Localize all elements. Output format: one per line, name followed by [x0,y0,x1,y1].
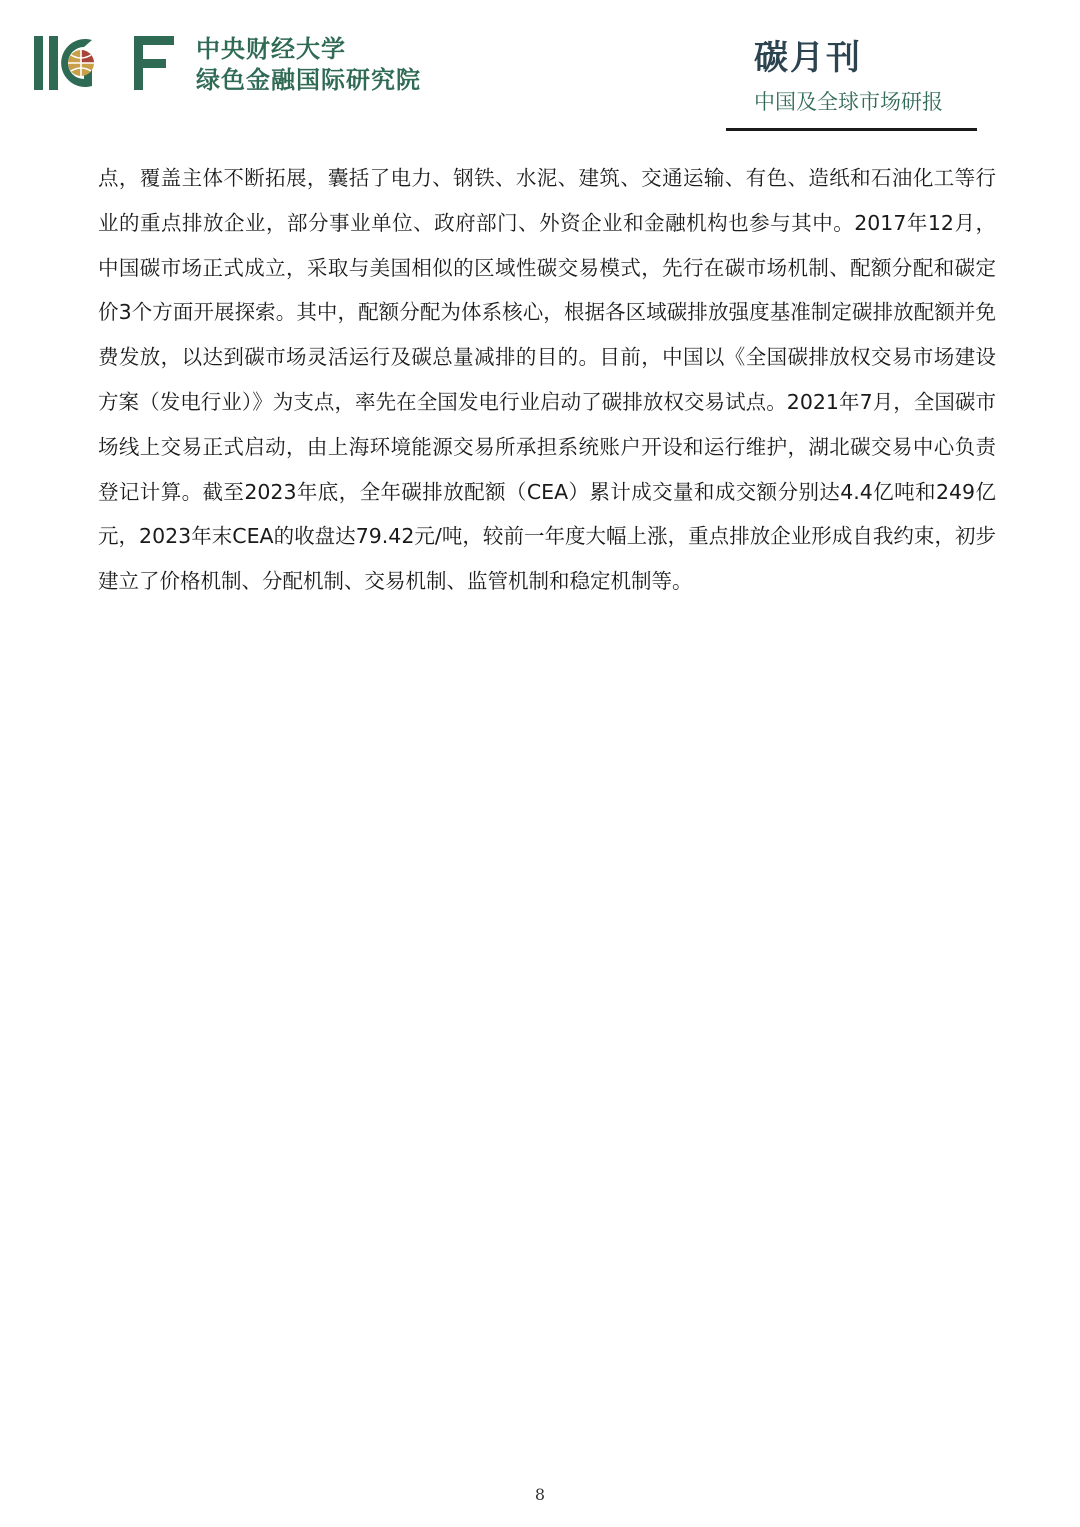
body-paragraph: 点，覆盖主体不断拓展，囊括了电力、钢铁、水泥、建筑、交通运输、有色、造纸和石油化工等行业的重点排放企业，部分事业单位、政府部门、外资企业和金融机构也参与其中。2017年12月，中国碳市场正式成立，采取与美国相似的区域性碳交易模式，先行在碳市场机制、配额分配和碳定价3个方面开展探索。其中，配额分配为体系核心，根据各区域碳排放强度基准制定碳排放配额并免费发放，以达到碳市场灵活运行及碳总量减排的目的。目前，中国以《全国碳排放权交易市场建设方案（发电行业）》为支点，率先在全国发电行业启动了碳排放权交易试点。2021年7月，全国碳市场线上交易正式启动，由上海环境能源交易所承担系统账户开设和运行维护，湖北碳交易中心负责登记计算。截至2023年底，全年碳排放配额（CEA）累计成交量和成交额分别达4.4亿吨和249亿元，2023年末CEA的收盘达79.42元/吨，较前一年度大幅上涨，重点排放企业形成自我约束，初步建立了价格机制、分配机制、交易机制、监管机制和稳定机制等。 [98,166,996,594]
publication-title: 碳月刊 [754,38,862,78]
iigf-logo [34,34,176,92]
page-number: 8 [534,1485,546,1504]
page-header [0,0,1080,140]
institution-name [196,34,421,96]
header-divider [726,128,977,131]
institution-name-line1: 中央财经大学 [196,35,346,63]
institution-name-line2: 绿色金融国际研究院 [196,66,421,94]
publication-subtitle: 中国及全球市场研报 [754,90,943,114]
